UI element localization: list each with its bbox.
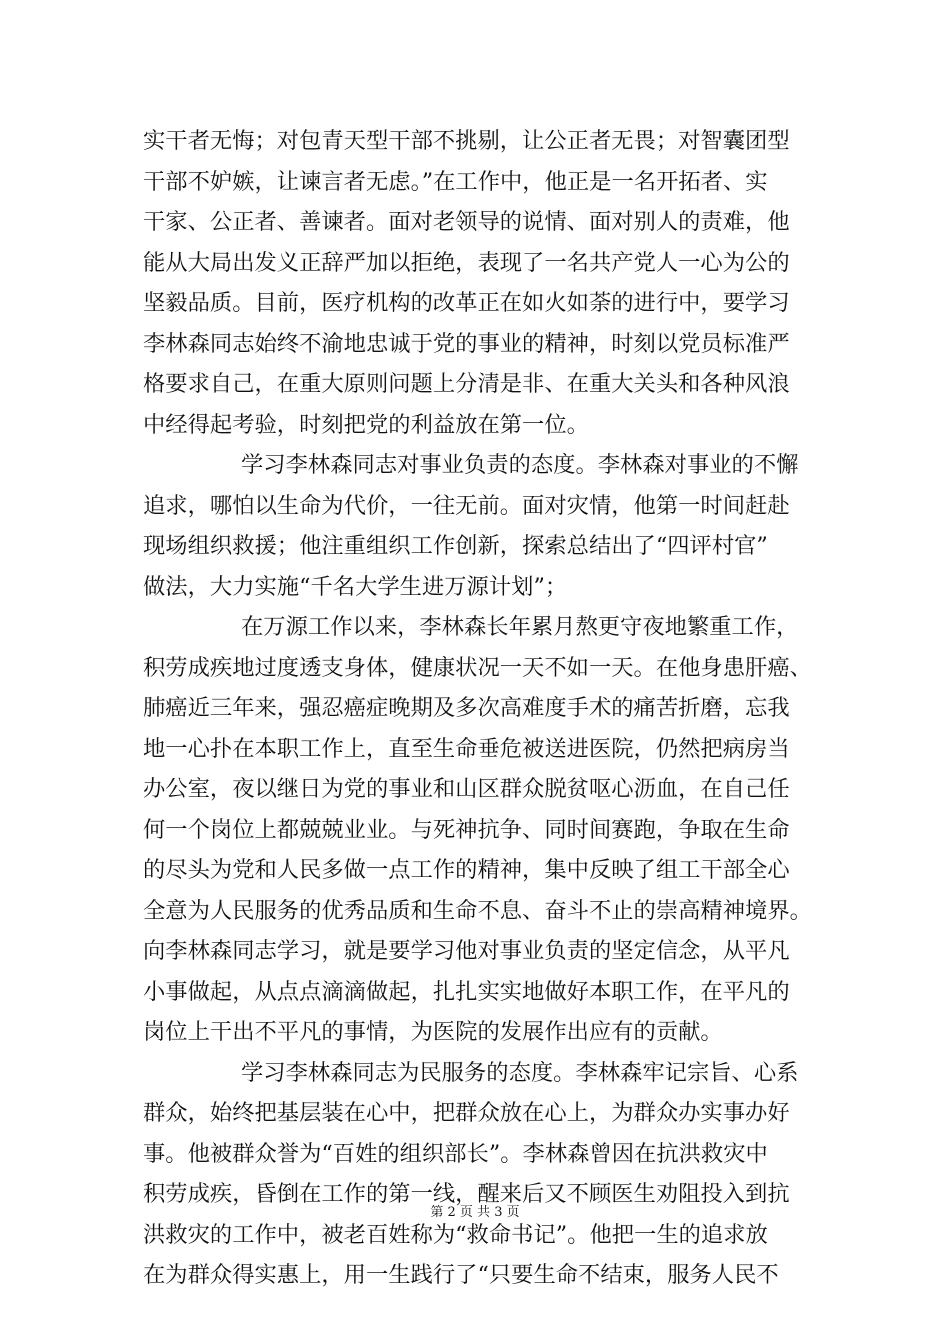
text-line: 追求，哪怕以生命为代价，一往无前。面对灾情，他第一时间赶赴 bbox=[143, 492, 790, 519]
text-line: 的尽头为党和人民多做一点工作的精神，集中反映了组工干部全心 bbox=[143, 857, 790, 883]
text-line: 肺癌近三年来，强忍癌症晚期及多次高难度手术的痛苦折磨，忘我 bbox=[143, 695, 790, 721]
text-line: 全意为人民服务的优秀品质和生命不息、奋斗不止的崇高精神境界。 bbox=[143, 897, 812, 924]
text-line: 干部不妒嫉，让谏言者无虑。”在工作中，他正是一名开拓者、实 bbox=[143, 168, 768, 195]
paragraph-start-line: 学习李林森同志为民服务的态度。李林森牢记宗旨、心系 bbox=[241, 1059, 799, 1086]
paragraph-start-line: 在万源工作以来，李林森长年累月熬更守夜地繁重工作， bbox=[241, 614, 799, 640]
text-line: 现场组织救援；他注重组织工作创新，探索总结出了“四评村官” bbox=[143, 533, 768, 559]
text-line: 李林森同志始终不渝地忠诚于党的事业的精神，时刻以党员标准严 bbox=[143, 330, 790, 357]
text-line: 洪救灾的工作中，被老百姓称为“救命书记”。他把一生的追求放 bbox=[143, 1221, 768, 1248]
text-line: 格要求自己，在重大原则问题上分清是非、在重大关头和各种风浪 bbox=[143, 371, 790, 397]
text-line: 干家、公正者、善谏者。面对老领导的说情、面对别人的责难，他 bbox=[143, 209, 790, 235]
text-line: 办公室，夜以继日为党的事业和山区群众脱贫呕心沥血，在自己任 bbox=[143, 776, 790, 802]
text-line: 坚毅品质。目前，医疗机构的改革正在如火如荼的进行中，要学习 bbox=[143, 290, 790, 316]
text-line: 事。他被群众誉为“百姓的组织部长”。李林森曾因在抗洪救灾中 bbox=[143, 1140, 768, 1167]
text-line: 做法，大力实施“千名大学生进万源计划”； bbox=[143, 573, 568, 600]
text-line: 积劳成疾，昏倒在工作的第一线，醒来后又不顾医生劝阻投入到抗 bbox=[143, 1181, 790, 1207]
text-line: 岗位上干出不平凡的事情，为医院的发展作出应有的贡献。 bbox=[143, 1019, 723, 1045]
text-line: 群众，始终把基层装在心中，把群众放在心上，为群众办实事办好 bbox=[143, 1100, 790, 1126]
document-body bbox=[143, 121, 815, 1296]
page-number-footer: 第 2 页 共 3 页 bbox=[430, 1205, 520, 1220]
text-line: 小事做起，从点点滴滴做起，扎扎实实地做好本职工作，在平凡的 bbox=[143, 978, 790, 1005]
text-line: 何一个岗位上都兢兢业业。与死神抗争、同时间赛跑，争取在生命 bbox=[143, 816, 790, 843]
text-line: 中经得起考验，时刻把党的利益放在第一位。 bbox=[143, 411, 589, 438]
text-line: 向李林森同志学习，就是要学习他对事业负责的坚定信念，从平凡 bbox=[143, 938, 790, 964]
text-line: 实干者无悔；对包青天型干部不挑剔，让公正者无畏；对智囊团型 bbox=[143, 128, 790, 154]
text-line: 积劳成疾地过度透支身体，健康状况一天不如一天。在他身患肝癌、 bbox=[143, 654, 812, 681]
text-line: 在为群众得实惠上，用一生践行了“只要生命不结束，服务人民不 bbox=[143, 1262, 779, 1288]
text-line: 地一心扑在本职工作上，直至生命垂危被送进医院，仍然把病房当 bbox=[143, 735, 790, 762]
text-line: 能从大局出发义正辞严加以拒绝，表现了一名共产党人一心为公的 bbox=[143, 249, 790, 276]
paragraph-start-line: 学习李林森同志对事业负责的态度。李林森对事业的不懈 bbox=[241, 452, 799, 478]
